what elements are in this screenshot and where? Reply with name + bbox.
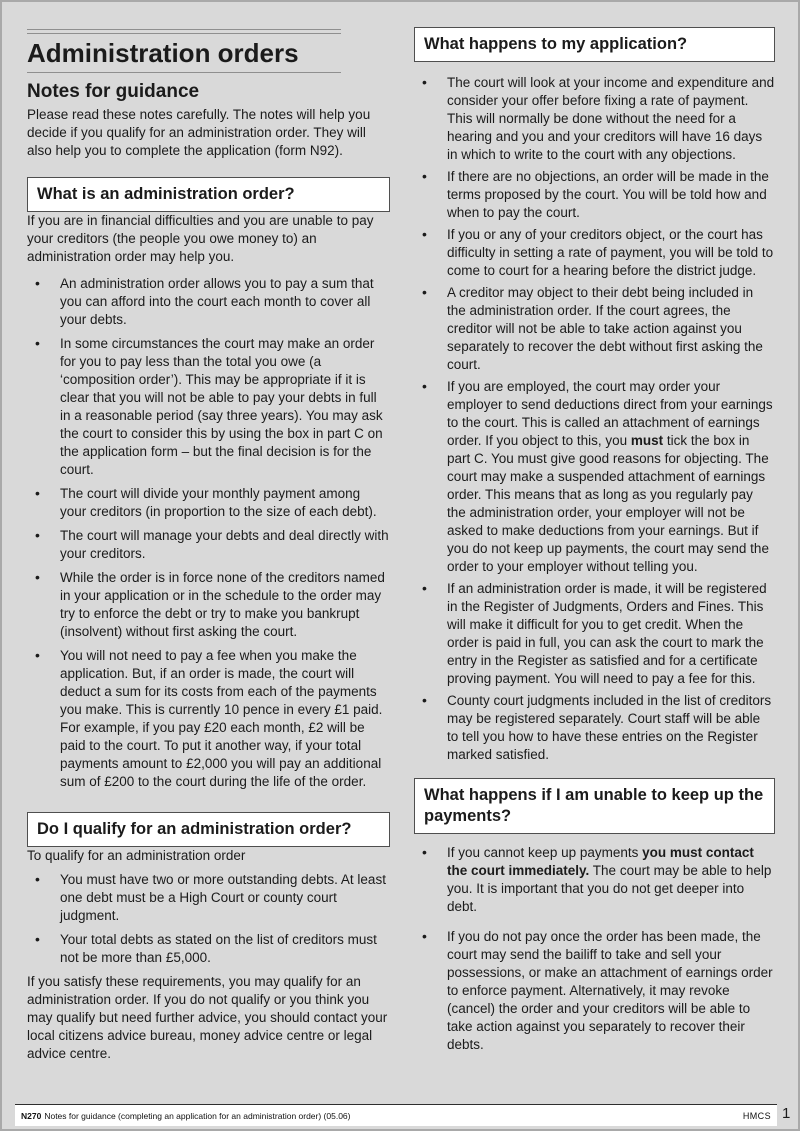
bullet-item: • While the order is in force none of the creditors named in your application or in the schedule to the order may try to enforce the debt or try to make you bankrupt (insolvent) without first asking the court. — [27, 569, 390, 641]
page-subtitle: Notes for guidance — [27, 81, 200, 102]
footer-form-title: Notes for guidance (completing an application for an administration order) (05.06) — [44, 1110, 351, 1121]
qualify-intro-paragraph: To qualify for an administration order — [27, 848, 246, 863]
section-heading-application: What happens to my application? — [414, 27, 775, 62]
bullet-item: • You will not need to pay a fee when you make the application. But, if an order is made, the court will deduct a sum for its costs from each of the payments you make. This is currently 10 pence in every £1 paid. For example, if you pay £20 each month, £2 will be paid to the court. To put it another way, if your total payments amount to £2,000 you will pay an additional sum of £200 to the court during the life of the order. — [27, 647, 390, 791]
bullet-item: • In some circumstances the court may make an order for you to pay less than the total you owe (a ‘composition order’). This may be appropriate if it is clear that you will not be able to pay your debts in full in a reasonable period (say three years). You may ask the court to consider this by using the box in part C on the application form – but the final decision is for the court. — [27, 335, 390, 479]
bullet-item: • If there are no objections, an order will be made in the terms proposed by the court. You will be told how and when to pay the court. — [414, 168, 775, 222]
left-column — [27, 29, 390, 1063]
application-bullet-list — [414, 74, 775, 764]
bullet-item: • Your total debts as stated on the list of creditors must not be more than £5,000. — [27, 931, 390, 967]
title-rule-bottom — [27, 72, 341, 73]
bullet-item: • If you cannot keep up payments you must contact the court immediately. The court may be able to help you. It is important that you do not get deeper into debt. — [414, 844, 775, 916]
bullet-item: • An administration order allows you to pay a sum that you can afford into the court each month to cover all your debts. — [27, 275, 390, 329]
page-title: Administration orders — [27, 38, 299, 68]
unable-bullet-list — [414, 844, 775, 1054]
intro-paragraph: Please read these notes carefully. The notes will help you decide if you qualify for an administration order. They will also help you to complete the application (form N92). — [27, 107, 371, 158]
title-rule-top — [27, 29, 341, 34]
right-column — [414, 27, 775, 1066]
bullet-item: • If you are employed, the court may order your employer to send deductions direct from your earnings to the court. This is called an attachment of earnings order. If you object to this, you must tick the box in part C. You must give good reasons for objecting. The court may make a suspended attachment of earnings order. This means that as long as you regularly pay the administration order, your employer will not be asked to make deductions from your earnings. But if you do not keep up payments, the court may send the order to your employer without telling you. — [414, 378, 775, 576]
bullet-item: • The court will look at your income and expenditure and consider your offer before fixing a rate of payment. This will normally be done without the need for a hearing and you and your creditors will have 16 days in which to write to the court with any objections. — [414, 74, 775, 164]
bullet-item: • You must have two or more outstanding debts. At least one debt must be a High Court or county court judgment. — [27, 871, 390, 925]
what-is-bullet-list — [27, 275, 390, 791]
footer-bar — [15, 1104, 777, 1126]
qualify-bullet-list — [27, 871, 390, 967]
bullet-item: • If you or any of your creditors object, or the court has difficulty in setting a rate of payment, you will be told to come to court for a hearing before the district judge. — [414, 226, 775, 280]
bullet-item: • If you do not pay once the order has been made, the court may send the bailiff to take and sell your possessions, or make an attachment of earnings order to enforce payment. Alternatively, it may revoke (cancel) the order and your creditors will be able to take action against you separately to recover their debts. — [414, 928, 775, 1054]
page-number: 1 — [782, 1105, 791, 1122]
footer-form-reference — [21, 1111, 351, 1121]
footer-form-number: N270 — [21, 1110, 42, 1121]
what-is-intro-paragraph: If you are in financial difficulties and you are unable to pay your creditors (the people you owe money to) an administration order may help you. — [27, 213, 374, 264]
section-heading-unable: What happens if I am unable to keep up the payments? — [414, 778, 775, 834]
bullet-item: • County court judgments included in the list of creditors may be registered separately. Court staff will be able to tell you how to have these entries on the Register marked satisfied. — [414, 692, 775, 764]
qualify-outro-paragraph: If you satisfy these requirements, you may qualify for an administration order. If you do not qualify or you think you may qualify but need further advice, you should contact your local citizens advice bureau, money advice centre or legal advice centre. — [27, 974, 388, 1061]
bullet-item: • If an administration order is made, it will be registered in the Register of Judgments, Orders and Fines. This will make it difficult for you to get credit. When the order is paid in full, you can ask the court to mark the entry in the Register as satisfied and for a certificate proving payment. You will need to pay a fee for this. — [414, 580, 775, 688]
footer-org-label: HMCS — [742, 1110, 771, 1121]
bullet-item: • A creditor may object to their debt being included in the administration order. If the court agrees, the creditor will not be able to take action against you separately to recover the debt without first asking the court. — [414, 284, 775, 374]
bullet-item: • The court will divide your monthly payment among your creditors (in proportion to the size of each debt). — [27, 485, 390, 521]
section-heading-what-is: What is an administration order? — [27, 177, 390, 212]
section-heading-qualify: Do I qualify for an administration order? — [27, 812, 390, 847]
bullet-item: • The court will manage your debts and deal directly with your creditors. — [27, 527, 390, 563]
